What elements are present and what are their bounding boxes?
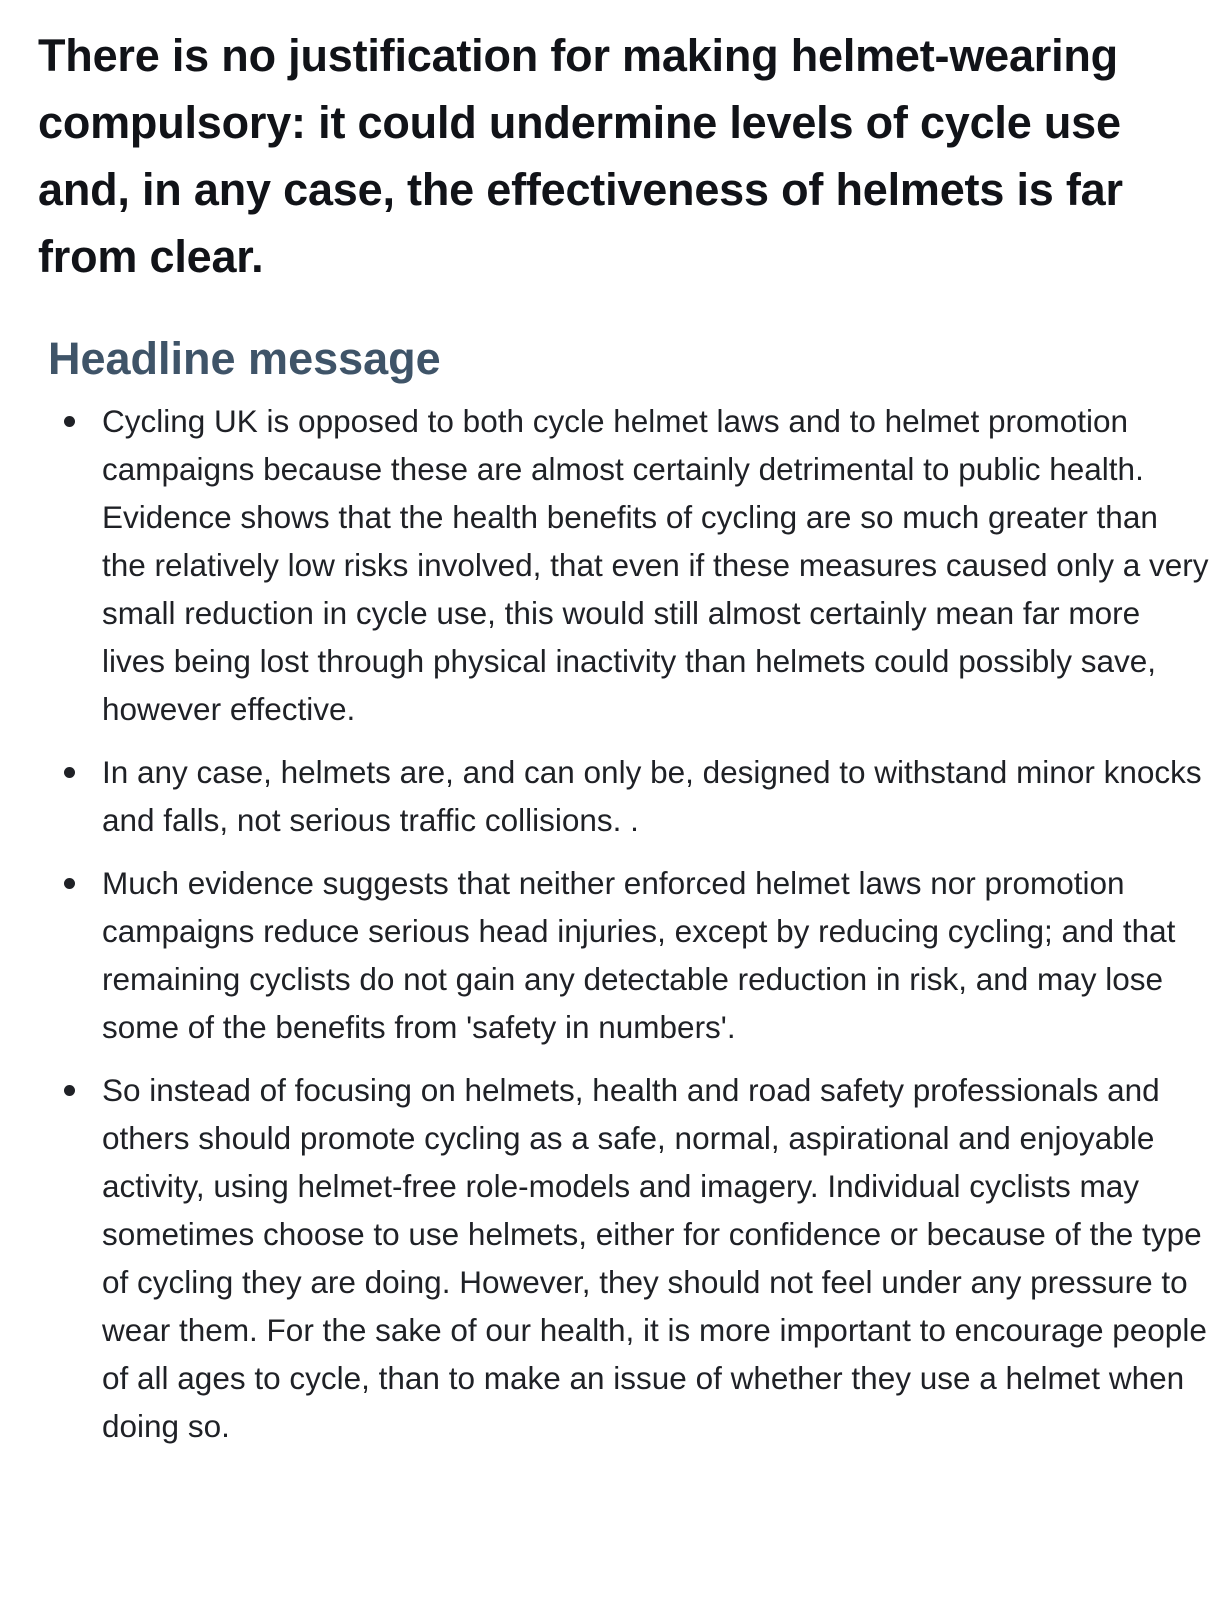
list-item — [38, 397, 1210, 733]
list-item — [38, 748, 1210, 844]
bullet-dot-icon — [64, 416, 75, 427]
list-item — [38, 1066, 1210, 1450]
list-item-text: In any case, helmets are, and can only be, designed to withstand minor knocks and falls, not serious traffic collisions. . — [102, 754, 1202, 838]
list-item-text: Cycling UK is opposed to both cycle helmet laws and to helmet promotion campaigns because these are almost certainly detrimental to public health. Evidence shows that the health benefits of cycling are so much greater than the relatively low risks involved, that even if these measures caused only a very small reduction in cycle use, this would still almost certainly mean far more lives being lost through physical inactivity than helmets could possibly save, however effective. — [102, 403, 1209, 727]
list-item-text: So instead of focusing on helmets, health and road safety professionals and others should promote cycling as a safe, normal, aspirational and enjoyable activity, using helmet-free role-models and imagery. Individual cyclists may sometimes choose to use helmets, either for confidence or because of the type of cycling they are doing. However, they should not feel under any pressure to wear them. For the sake of our health, it is more important to encourage people of all ages to cycle, than to make an issue of whether they use a helmet when doing so. — [102, 1072, 1207, 1444]
bullet-dot-icon — [64, 878, 75, 889]
list-item — [38, 859, 1210, 1051]
bullet-dot-icon — [64, 767, 75, 778]
section-heading: Headline message — [48, 333, 441, 384]
list-item-text: Much evidence suggests that neither enforced helmet laws nor promotion campaigns reduce serious head injuries, except by reducing cycling; and that remaining cyclists do not gain any detectable reduction in risk, and may lose some of the benefits from 'safety in numbers'. — [102, 865, 1176, 1045]
bullet-dot-icon — [64, 1085, 75, 1096]
article — [38, 22, 1210, 1465]
headline-message-list — [38, 397, 1210, 1450]
lead-statement: There is no justification for making helmet-wearing compulsory: it could undermine levels of cycle use and, in any case, the effectiveness of helmets is far from clear. — [38, 30, 1123, 282]
